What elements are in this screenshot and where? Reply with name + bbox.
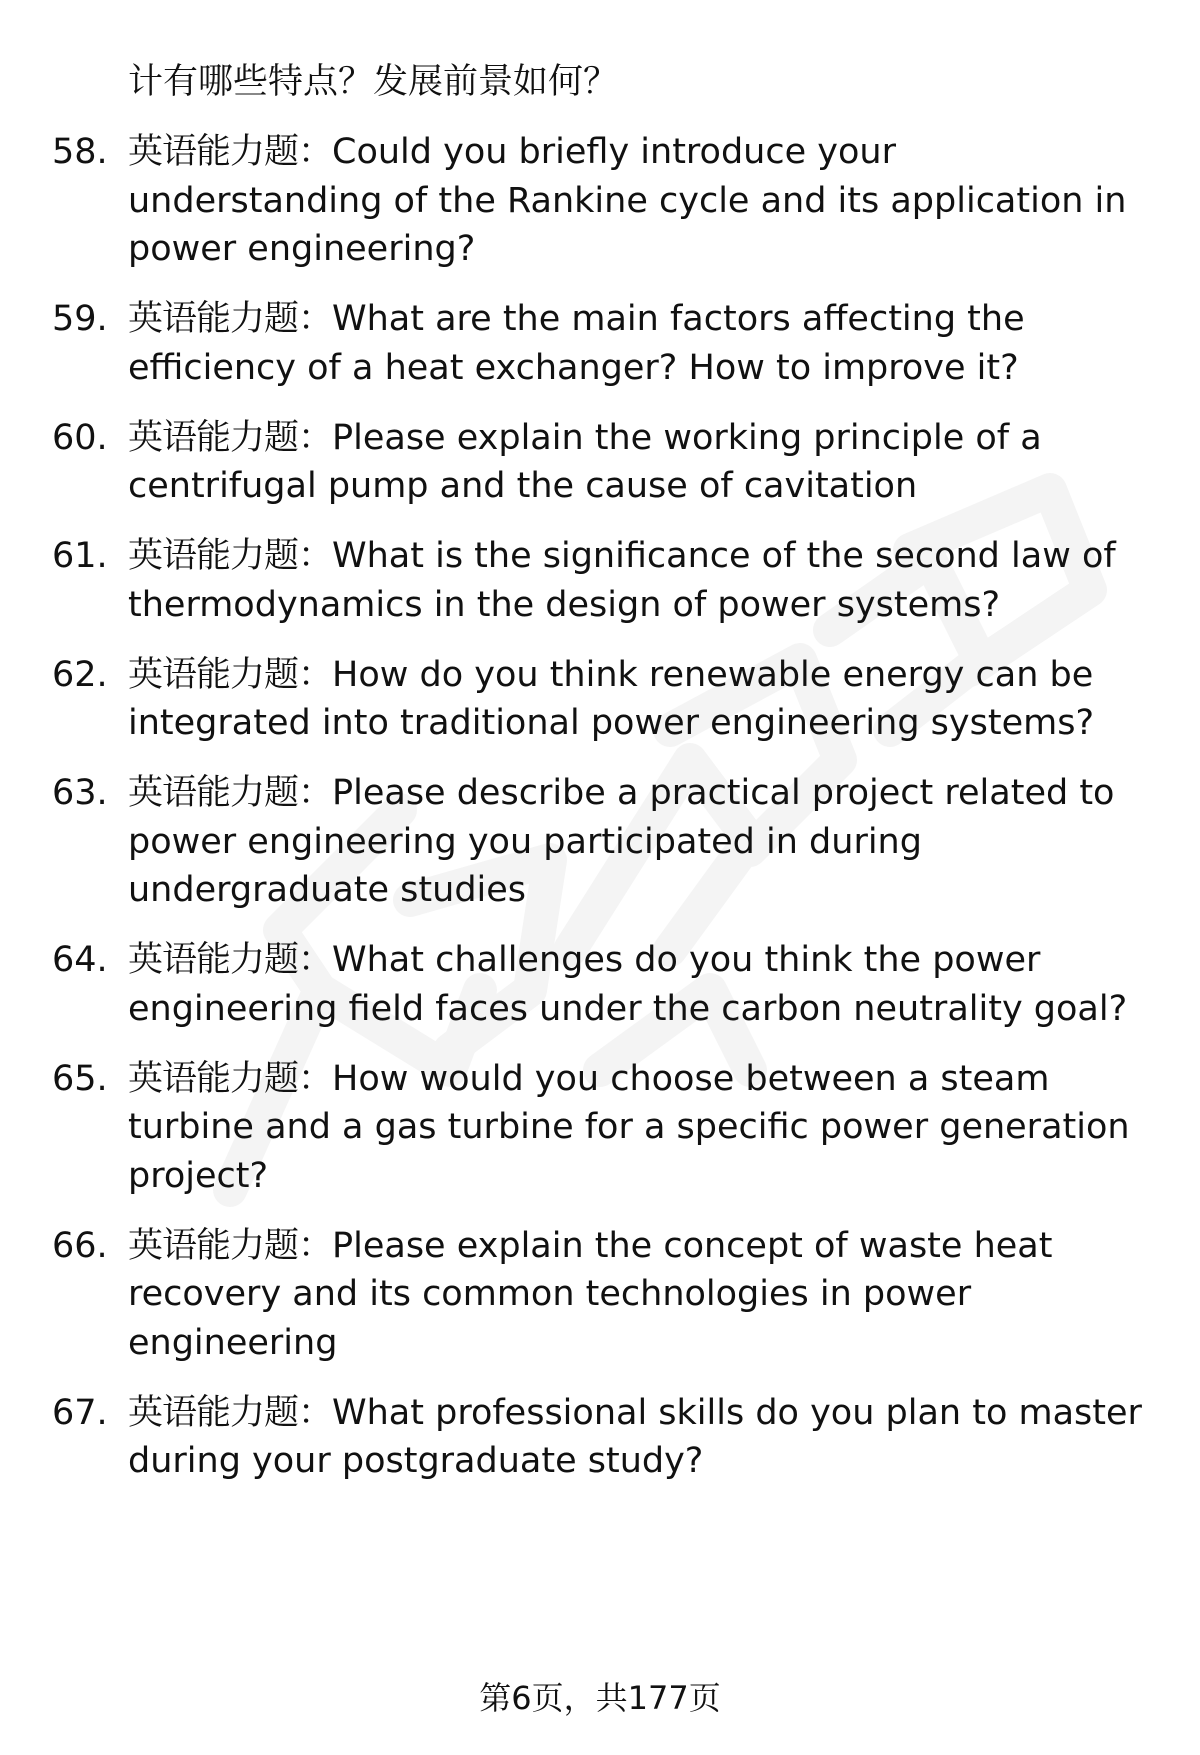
question-line: [128, 1222, 1148, 1271]
question-text: [128, 769, 1148, 915]
question-number: 59.: [52, 299, 108, 339]
question-line: [128, 1389, 1148, 1438]
page-footer: 第6页，共177页: [479, 1679, 721, 1717]
question-text: [128, 1055, 1148, 1201]
question-line-text: What challenges do you think the power: [332, 940, 1041, 980]
question-text: [128, 128, 1148, 274]
question-line-text: Could you briefly introduce your: [332, 132, 896, 172]
question-line: [128, 295, 1148, 344]
question-line: turbine and a gas turbine for a specific power generation: [128, 1107, 1130, 1147]
question-line: engineering: [128, 1322, 338, 1363]
question-number: 60.: [52, 417, 108, 458]
question-line: thermodynamics in the design of power systems?: [128, 584, 1001, 625]
question-category-tag: 英语能力题：: [128, 773, 333, 813]
question-number: 64.: [52, 940, 108, 980]
question-line: during your postgraduate study?: [128, 1441, 704, 1481]
question-number: 63.: [52, 773, 108, 813]
question-line: [128, 128, 1148, 177]
question-text: [128, 936, 1148, 1033]
question-line: understanding of the Rankine cycle and its application in: [128, 180, 1127, 221]
question-category-tag: 英语能力题：: [128, 1058, 333, 1099]
question-line-text: What are the main factors affecting the: [332, 299, 1025, 339]
question-line-text: Please describe a practical project related to: [332, 773, 1115, 813]
question-line: engineering field faces under the carbon neutrality goal?: [128, 988, 1128, 1029]
question-line-text: How do you think renewable energy can be: [332, 654, 1094, 695]
question-line: power engineering?: [128, 229, 476, 269]
question-line: integrated into traditional power engineering systems?: [128, 703, 1095, 743]
question-line: power engineering you participated in during: [128, 821, 922, 862]
question-number: 65.: [52, 1058, 108, 1099]
question-number: 58.: [52, 132, 108, 172]
question-text: [128, 295, 1148, 392]
question-line: project?: [128, 1155, 269, 1196]
question-text: [128, 1389, 1148, 1486]
question-line-text: Please explain the concept of waste heat: [332, 1225, 1053, 1266]
question-line-text: What professional skills do you plan to master: [332, 1392, 1142, 1433]
question-category-tag: 英语能力题：: [128, 299, 333, 339]
question-category-tag: 英语能力题：: [128, 1225, 333, 1266]
question-line: recovery and its common technologies in power: [128, 1274, 972, 1314]
question-text: [128, 532, 1148, 629]
question-category-tag: 英语能力题：: [128, 654, 333, 695]
question-line-text: What is the significance of the second law of: [332, 536, 1116, 576]
question-line: [128, 414, 1148, 463]
question-category-tag: 英语能力题：: [128, 940, 333, 980]
question-number: 61.: [52, 536, 108, 576]
question-text: [128, 651, 1148, 748]
question-line: [128, 532, 1148, 581]
question-text: [128, 414, 1148, 511]
question-line: [128, 1055, 1148, 1104]
question-category-tag: 英语能力题：: [128, 132, 333, 172]
question-category-tag: 英语能力题：: [128, 1392, 333, 1433]
question-line-text: How would you choose between a steam: [332, 1058, 1050, 1099]
question-category-tag: 英语能力题：: [128, 536, 333, 576]
carry-over-question-text: 计有哪些特点？发展前景如何？: [128, 62, 619, 102]
question-text: [128, 1222, 1148, 1368]
question-line: [128, 936, 1148, 985]
question-category-tag: 英语能力题：: [128, 417, 333, 458]
question-line: [128, 769, 1148, 818]
question-line: centrifugal pump and the cause of cavitation: [128, 466, 918, 506]
question-line: [128, 651, 1148, 700]
question-number: 67.: [52, 1392, 108, 1433]
question-line-text: Please explain the working principle of a: [332, 417, 1042, 458]
question-number: 62.: [52, 654, 108, 695]
question-line: undergraduate studies: [128, 870, 527, 910]
question-number: 66.: [52, 1225, 108, 1266]
question-line: efficiency of a heat exchanger? How to improve it?: [128, 347, 1019, 388]
